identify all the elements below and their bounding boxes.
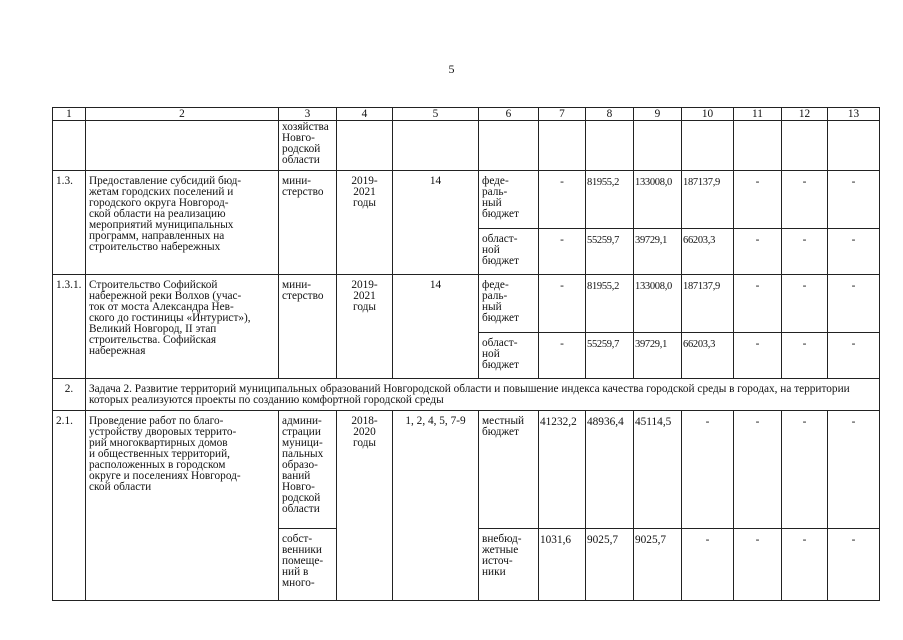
source-cell: област- ной бюджет xyxy=(479,333,539,379)
value-cell: 48936,4 xyxy=(586,411,634,529)
col-header: 10 xyxy=(682,108,734,121)
value-cell: - xyxy=(782,229,828,275)
value-cell: 39729,1 xyxy=(634,333,682,379)
header-row xyxy=(53,108,880,121)
source-cell: област- ной бюджет xyxy=(479,229,539,275)
value-cell: - xyxy=(734,229,782,275)
executor-cell: собст- венники помеще- ний в много- xyxy=(279,529,337,601)
source-cell: внебюд- жетные источ- ники xyxy=(479,529,539,601)
col-header: 13 xyxy=(828,108,880,121)
executor-cell: админи- страции муници- пальных образо- ваний Новго- родской области xyxy=(279,411,337,529)
value-cell: - xyxy=(734,333,782,379)
activity-title: Строительство Софийской набережной реки Волхов (учас- ток от моста Александра Нев- ского до гостиницы «Интурист»), Великий Новгород, II этап строительства. Софийская набережная xyxy=(86,275,279,379)
table-row xyxy=(53,275,880,333)
row-number: 1.3. xyxy=(53,171,86,275)
row-number: 2.1. xyxy=(53,411,86,601)
executor-cell: хозяйства Новго- родской области xyxy=(279,121,337,171)
value-cell: 133008,0 xyxy=(634,171,682,229)
years-cell: 2019- 2021 годы xyxy=(337,171,393,275)
col-header: 8 xyxy=(586,108,634,121)
value-cell: 1031,6 xyxy=(539,529,586,601)
indicator-cell: 1, 2, 4, 5, 7-9 xyxy=(393,411,479,601)
value-cell: - xyxy=(828,529,880,601)
value-cell: - xyxy=(734,275,782,333)
task-row xyxy=(53,379,880,411)
value-cell: 39729,1 xyxy=(634,229,682,275)
col-header: 1 xyxy=(53,108,86,121)
col-header: 2 xyxy=(86,108,279,121)
col-header: 12 xyxy=(782,108,828,121)
value-cell: - xyxy=(828,171,880,229)
value-cell: 66203,3 xyxy=(682,333,734,379)
activity-title: Проведение работ по благо- устройству дворовых террито- рий многоквартирных домов и общественных территорий, расположенных в городском округе и поселениях Новгород- ской области xyxy=(86,411,279,601)
col-header: 5 xyxy=(393,108,479,121)
value-cell: - xyxy=(828,275,880,333)
value-cell: 81955,2 xyxy=(586,275,634,333)
value-cell: - xyxy=(782,529,828,601)
indicator-cell: 14 xyxy=(393,171,479,275)
program-table xyxy=(52,107,880,601)
value-cell: - xyxy=(734,171,782,229)
value-cell: 187137,9 xyxy=(682,171,734,229)
value-cell: 55259,7 xyxy=(586,333,634,379)
value-cell: - xyxy=(539,171,586,229)
value-cell: - xyxy=(682,411,734,529)
col-header: 3 xyxy=(279,108,337,121)
source-cell: феде- раль- ный бюджет xyxy=(479,275,539,333)
value-cell: 187137,9 xyxy=(682,275,734,333)
value-cell: - xyxy=(828,229,880,275)
task-text: Задача 2. Развитие территорий муниципальных образований Новгородской области и повышение индекса качества городской среды в городах, на территории которых реализуются проекты по созданию комфортной городской среды xyxy=(86,379,880,411)
executor-cell: мини- стерство xyxy=(279,171,337,275)
value-cell: 41232,2 xyxy=(539,411,586,529)
activity-title: Предоставление субсидий бюд- жетам городских поселений и городского округа Новгород- ской области на реализацию мероприятий муниципальных программ, направленных на строительство набережных xyxy=(86,171,279,275)
executor-cell: мини- стерство xyxy=(279,275,337,379)
col-header: 7 xyxy=(539,108,586,121)
value-cell: - xyxy=(828,333,880,379)
col-header: 6 xyxy=(479,108,539,121)
value-cell: - xyxy=(539,275,586,333)
value-cell: - xyxy=(734,529,782,601)
task-number: 2. xyxy=(53,379,86,411)
value-cell: 81955,2 xyxy=(586,171,634,229)
value-cell: - xyxy=(828,411,880,529)
table-row xyxy=(53,171,880,229)
value-cell: 9025,7 xyxy=(586,529,634,601)
value-cell: - xyxy=(539,229,586,275)
value-cell: - xyxy=(682,529,734,601)
value-cell: - xyxy=(782,171,828,229)
col-header: 4 xyxy=(337,108,393,121)
source-cell: феде- раль- ный бюджет xyxy=(479,171,539,229)
value-cell: 66203,3 xyxy=(682,229,734,275)
table-row xyxy=(53,411,880,529)
value-cell: 45114,5 xyxy=(634,411,682,529)
table-row xyxy=(53,121,880,171)
source-cell: местный бюджет xyxy=(479,411,539,529)
value-cell: - xyxy=(539,333,586,379)
page-number: 5 xyxy=(448,62,455,76)
years-cell: 2018- 2020 годы xyxy=(337,411,393,601)
value-cell: 55259,7 xyxy=(586,229,634,275)
indicator-cell: 14 xyxy=(393,275,479,379)
col-header: 11 xyxy=(734,108,782,121)
years-cell: 2019- 2021 годы xyxy=(337,275,393,379)
value-cell: 9025,7 xyxy=(634,529,682,601)
row-number: 1.3.1. xyxy=(53,275,86,379)
col-header: 9 xyxy=(634,108,682,121)
value-cell: - xyxy=(782,275,828,333)
value-cell: - xyxy=(734,411,782,529)
value-cell: 133008,0 xyxy=(634,275,682,333)
value-cell: - xyxy=(782,333,828,379)
value-cell: - xyxy=(782,411,828,529)
